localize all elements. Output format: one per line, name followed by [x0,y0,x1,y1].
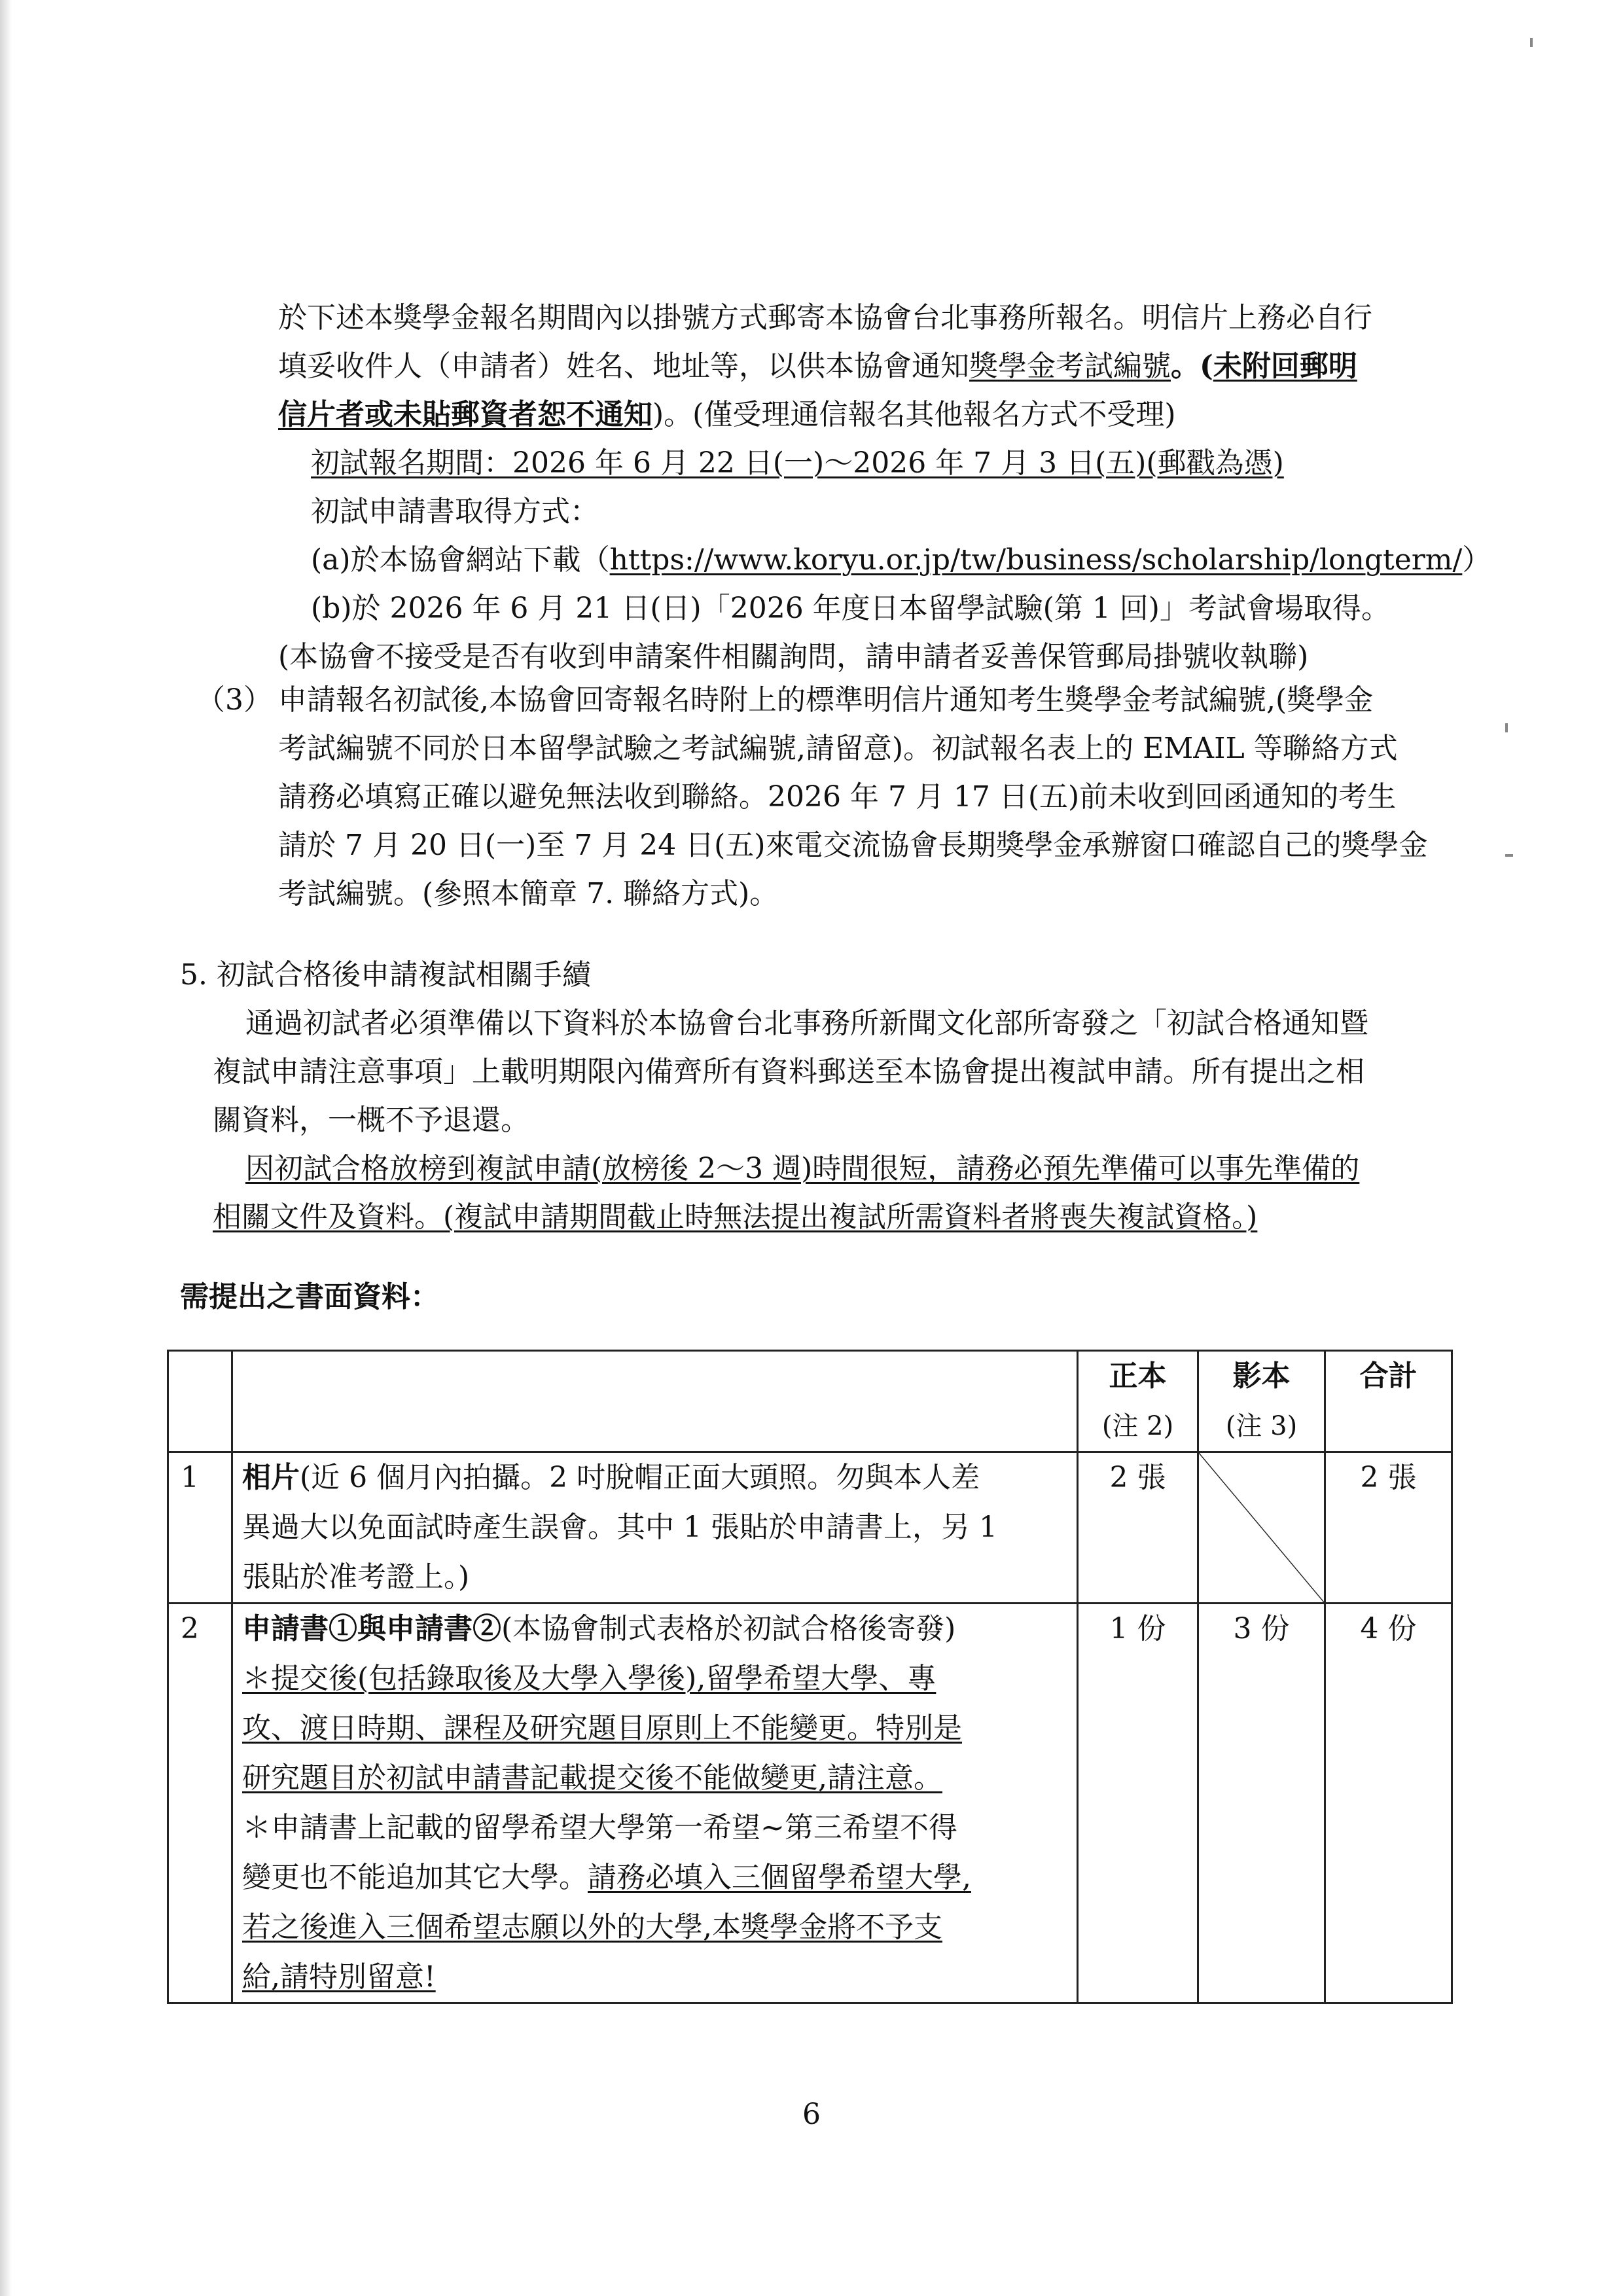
row-2-note2-line-4: 給,請特別留意! [242,1960,436,1994]
intro-bold-warning-start: 未附回郵明 [1213,350,1357,383]
header-original-label: 正本 [1109,1359,1167,1393]
row-1-copy-not-applicable [1198,1452,1325,1604]
header-copy-label: 影本 [1232,1359,1291,1393]
intro-line-1: 於下述本獎學金報名期間內以掛號方式郵寄本協會台北事務所報名。明信片上務必自行 [278,301,1372,334]
row-2-note2-line-1: ＊申請書上記載的留學希望大學第一希望~第三希望不得 [242,1811,957,1844]
scan-speck [1505,723,1508,732]
header-num-cell [168,1351,232,1452]
scan-speck [1505,854,1513,857]
row-1-total: 2 張 [1325,1452,1452,1604]
option-a-suffix: ） [1462,543,1491,577]
row-1-num: 1 [168,1452,232,1604]
table-header-row [168,1351,1452,1452]
diagonal-slash-line [1199,1453,1324,1602]
intro-line-3-rest: )。(僅受理通信報名其他報名方式不受理) [652,398,1176,431]
intro-bold-open: 。( [1171,350,1213,383]
section-5-line-2: 複試申請注意事項」上載明期限內備齊所有資料郵送至本協會提出複試申請。所有提出之相 [213,1055,1364,1088]
scholarship-exam-number: 獎學金考試編號 [969,350,1171,383]
application-period: 初試報名期間：2026 年 6 月 22 日(一)～2026 年 7 月 3 日(五)(郵戳為憑) [311,446,1284,480]
table-row [168,1604,1452,2003]
row-1-desc-line-3: 張貼於准考證上。) [242,1560,470,1594]
intro-line-2-text: 填妥收件人（申請者）姓名、地址等，以供本協會通知 [278,350,969,383]
section-5-line-3: 關資料，一概不予退還。 [213,1103,529,1137]
row-2-num: 2 [168,1604,232,2003]
row-2-note1-line-3: 研究題目於初試申請書記載提交後不能做變更,請注意。 [242,1761,942,1795]
header-item-cell [232,1351,1078,1452]
row-2-desc-first: (本協會制式表格於初試合格後寄發) [501,1612,956,1645]
row-2-note2-line-2-underlined: 請務必填入三個留學希望大學, [588,1861,971,1894]
row-2-note2-line-3: 若之後進入三個希望志願以外的大學,本獎學金將不予支 [242,1910,942,1944]
item-3-marker: （3） [196,683,272,717]
row-1-original: 2 張 [1078,1452,1198,1604]
section-5-warning-2: 相關文件及資料。(複試申請期間截止時無法提出複試所需資料者將喪失複試資格。) [213,1200,1258,1234]
row-2-note1-line-2: 攻、渡日時期、課程及研究題目原則上不能變更。特別是 [242,1712,962,1745]
option-a-prefix: (a)於本協會網站下載（ [311,543,610,577]
diagonal-slash [1199,1453,1324,1602]
item-3-line-5: 考試編號。(參照本簡章 7. 聯絡方式)。 [278,877,779,910]
row-2-note2-line-2-plain: 變更也不能追加其它大學。 [242,1861,588,1894]
row-1-desc-line-2: 異過大以免面試時產生誤會。其中 1 張貼於申請書上，另 1 [242,1511,997,1544]
intro-line-3 [278,395,1176,435]
website-link[interactable]: https://www.koryu.or.jp/tw/business/scholarship/longterm/ [609,543,1463,577]
section-5-warning-1: 因初試合格放榜到複試申請(放榜後 2～3 週)時間很短，請務必預先準備可以事先準備的 [245,1152,1360,1185]
intro-bold-warning-end: 信片者或未貼郵資者恕不通知 [278,398,652,431]
row-1-desc [232,1452,1078,1604]
option-b: (b)於 2026 年 6 月 21 日(日)「2026 年度日本留學試驗(第 1 回)」考試會場取得。 [311,592,1390,625]
section-5-line-1: 通過初試者必須準備以下資料於本協會台北事務所新聞文化部所寄發之「初試合格通知暨 [245,1007,1368,1040]
row-2-note1-line-1: ＊提交後(包括錄取後及大學入學後),留學希望大學、專 [242,1662,936,1695]
option-a [311,541,1491,580]
item-3-line-4: 請於 7 月 20 日(一)至 7 月 24 日(五)來電交流協會長期獎學金承辦窗口確認自己的獎學金 [278,829,1428,862]
item-3-line-1: 申請報名初試後,本協會回寄報名時附上的標準明信片通知考生獎學金考試編號,(獎學金 [278,683,1374,717]
header-copy [1198,1351,1325,1452]
documents-caption: 需提出之書面資料： [180,1280,439,1314]
page-number: 6 [802,2098,821,2131]
header-total [1325,1351,1452,1452]
row-2-copy: 3 份 [1198,1604,1325,2003]
intro-line-2 [278,347,1357,386]
header-total-label: 合計 [1359,1359,1418,1393]
scan-edge-shadow [0,0,12,2296]
scan-speck [1530,38,1533,47]
row-1-title: 相片 [242,1461,300,1494]
row-1-desc-line-1: (近 6 個月內拍攝。2 吋脫帽正面大頭照。勿與本人差 [300,1461,980,1494]
item-3-line-2: 考試編號不同於日本留學試驗之考試編號,請留意)。初試報名表上的 EMAIL 等聯絡方式 [278,732,1398,765]
documents-table [167,1350,1453,2004]
row-2-total: 4 份 [1325,1604,1452,2003]
row-2-title: 申請書①與申請書② [242,1612,501,1645]
row-2-desc [232,1604,1078,2003]
header-original [1078,1351,1198,1452]
how-to-get-heading: 初試申請書取得方式： [311,495,599,528]
section-5-heading: 5. 初試合格後申請複試相關手續 [180,958,591,992]
no-inquiry-notice: (本協會不接受是否有收到申請案件相關詢問，請申請者妥善保管郵局掛號收執聯) [278,640,1309,673]
header-original-note: (注 2) [1101,1411,1174,1441]
header-copy-note: (注 3) [1225,1411,1298,1441]
row-2-original: 1 份 [1078,1604,1198,2003]
table-row [168,1452,1452,1604]
item-3-line-3: 請務必填寫正確以避免無法收到聯絡。2026 年 7 月 17 日(五)前未收到回函通知的考生 [278,780,1397,814]
